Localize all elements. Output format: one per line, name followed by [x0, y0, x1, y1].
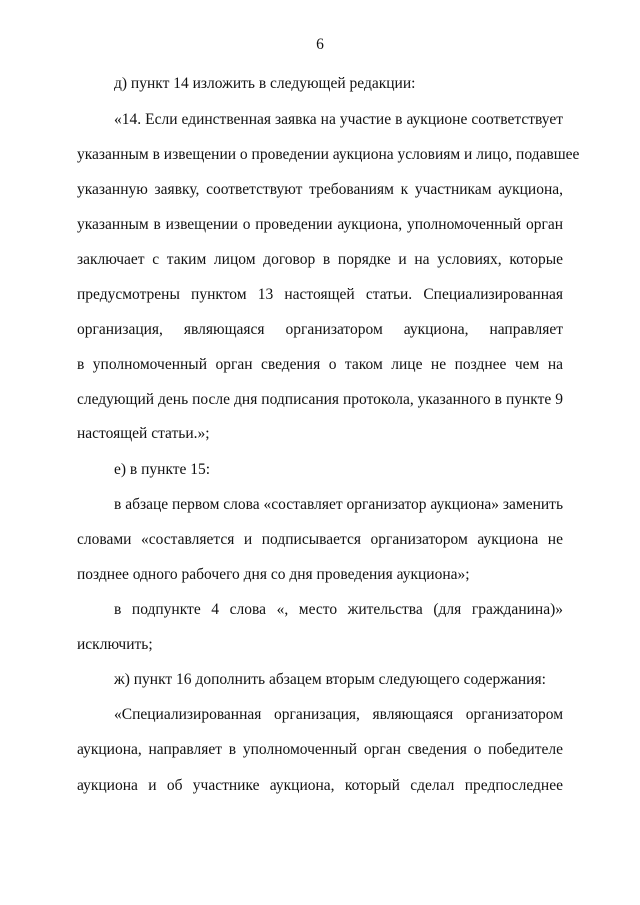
paragraph-line: указанным в извещении о проведении аукциона, уполномоченный орган: [77, 216, 563, 233]
paragraph-line: следующий день после дня подписания протокола, указанного в пункте 9: [77, 391, 563, 408]
paragraph-line: в подпункте 4 слова «, место жительства (для гражданина)»: [114, 601, 563, 618]
paragraph-line: словами «составляется и подписывается организатором аукциона не: [77, 531, 563, 548]
paragraph-line: ж) пункт 16 дополнить абзацем вторым следующего содержания:: [114, 671, 546, 688]
paragraph-line: исключить;: [77, 636, 153, 653]
paragraph-line: е) в пункте 15:: [114, 461, 211, 478]
paragraph-line: в уполномоченный орган сведения о таком лице не позднее чем на: [77, 356, 563, 373]
paragraph-line: в абзаце первом слова «составляет организатор аукциона» заменить: [114, 496, 564, 513]
paragraph-line: «14. Если единственная заявка на участие в аукционе соответствует: [114, 111, 563, 128]
paragraph-line: организация, являющаяся организатором аукциона, направляет: [77, 321, 563, 338]
paragraph-line: предусмотрены пунктом 13 настоящей статьи. Специализированная: [77, 286, 563, 303]
paragraph-line: аукциона и об участнике аукциона, который сделал предпоследнее: [77, 777, 563, 794]
paragraph-line: аукциона, направляет в уполномоченный орган сведения о победителе: [77, 741, 563, 758]
paragraph-line: указанным в извещении о проведении аукциона условиям и лицо, подавшее: [77, 146, 580, 163]
paragraph-line: «Специализированная организация, являющаяся организатором: [114, 706, 563, 723]
paragraph-line: позднее одного рабочего дня со дня проведения аукциона»;: [77, 566, 470, 583]
paragraph-line: указанную заявку, соответствуют требованиям к участникам аукциона,: [77, 181, 563, 198]
paragraph-line: настоящей статьи.»;: [77, 425, 210, 442]
paragraph-line: заключает с таким лицом договор в порядке и на условиях, которые: [77, 251, 563, 268]
page-number: 6: [316, 36, 324, 53]
paragraph-line: д) пункт 14 изложить в следующей редакции:: [114, 75, 416, 92]
